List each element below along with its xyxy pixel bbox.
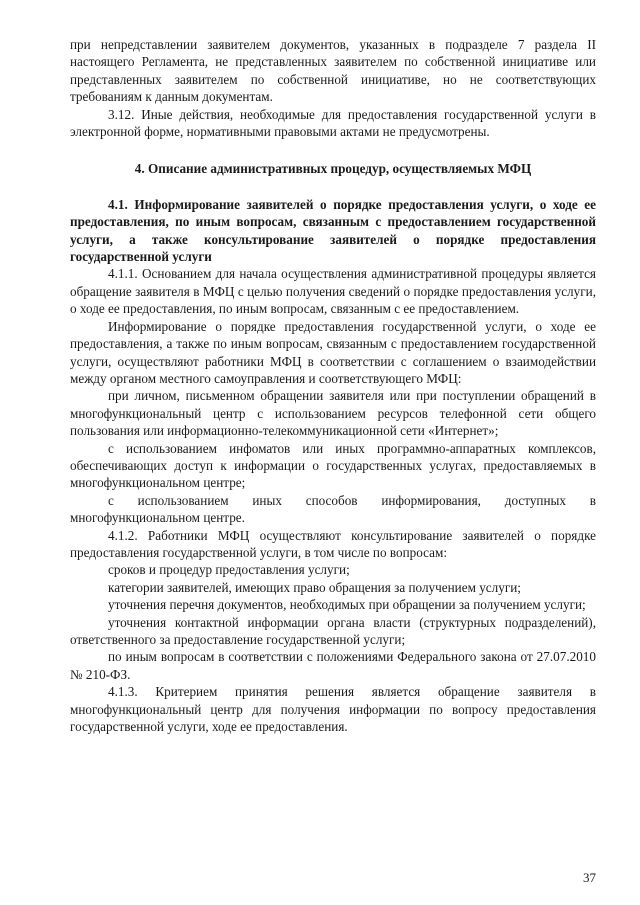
document-page — [70, 36, 596, 735]
paragraph-4-1-3: 4.1.3. Критерием принятия решения является обращение заявителя в многофункциональный центр для получения информации по вопросу предоставления государственной услуги, ходе ее предоставления. — [70, 684, 596, 735]
paragraph-4-1-2: 4.1.2. Работники МФЦ осуществляют консультирование заявителей о порядке предоставления государственной услуги, в том числе по вопросам: — [70, 527, 596, 560]
paragraph-continuation: при непредставлении заявителем документов, указанных в подразделе 7 раздела II настоящего Регламента, не представленных заявителем по собственной инициативе или представленных заявителем по собственной инициативе, но не соответствующих требованиям к данным документам. — [70, 37, 596, 105]
subsection-4-1-heading: 4.1. Информирование заявителей о порядке предоставления услуги, о ходе ее предоставления, по иным вопросам, связанным с предоставлением государственной услуги, а также консультирование заявителей о порядке предоставления государственной услуги — [70, 196, 596, 265]
list-item-categories: категории заявителей, имеющих право обращения за получением услуги; — [108, 579, 521, 595]
paragraph-personal-appeal: при личном, письменном обращении заявителя или при поступлении обращений в многофункциональный центр с использованием ресурсов телефонной сети общего пользования или информационно-телекоммуникационной сети «Интернет»; — [70, 388, 596, 439]
paragraph-other-ways: с использованием иных способов информирования, доступных в многофункциональном центре. — [70, 492, 596, 526]
paragraph-4-1-1: 4.1.1. Основанием для начала осуществления административной процедуры является обращение заявителя в МФЦ с целью получения сведений о порядке предоставления услуги, о ходе ее предоставления, по иным вопросам, связанным с ее предоставлением. — [70, 266, 596, 317]
list-item-documents: уточнения перечня документов, необходимых при обращении за получением услуги; — [108, 597, 586, 613]
list-item-law: по иным вопросам в соответствии с положениями Федерального закона от 27.07.2010 № 210-ФЗ. — [70, 649, 596, 682]
paragraph-infomats: с использованием инфоматов или иных программно-аппаратных комплексов, обеспечивающих доступ к информации о государственных услугах, предоставляемых в многофункциональном центре; — [70, 440, 596, 491]
paragraph-informing: Информирование о порядке предоставления государственной услуги, о ходе ее предоставления, а также по иным вопросам, связанным с предоставлением государственной услуги, осуществляют работники МФЦ в соответствии с соглашением о взаимодействии между органом местного самоуправления и соответствующего МФЦ: — [70, 318, 596, 386]
paragraph-3-12: 3.12. Иные действия, необходимые для предоставления государственной услуги в электронной форме, нормативными правовыми актами не предусмотрены. — [70, 106, 596, 140]
page-number: 37 — [583, 870, 596, 885]
list-item-terms: сроков и процедур предоставления услуги; — [108, 562, 350, 578]
section-4-heading: 4. Описание административных процедур, осуществляемых МФЦ — [134, 161, 532, 177]
list-item-contacts: уточнения контактной информации органа власти (структурных подразделений), ответственного за предоставление государственной услуги; — [70, 614, 596, 647]
